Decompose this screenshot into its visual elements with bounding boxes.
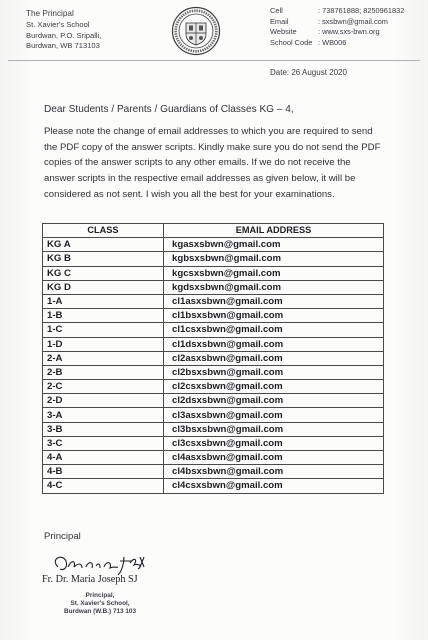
table-row xyxy=(43,422,384,436)
class-cell: 4-B xyxy=(43,465,164,479)
contact-key: Cell xyxy=(270,6,283,15)
class-cell: 1-B xyxy=(43,309,164,323)
column-header-email: EMAIL ADDRESS xyxy=(164,224,384,238)
stamp-line: Principal, xyxy=(85,592,115,599)
email-cell: cl1asxsbwn@gmail.com xyxy=(164,294,384,308)
contact-value: : www.sxs-bwn.org xyxy=(318,27,380,36)
contact-row xyxy=(270,17,404,28)
email-cell: cl4csxsbwn@gmail.com xyxy=(164,479,384,493)
class-email-table xyxy=(42,223,384,494)
school-seal-icon xyxy=(171,6,221,56)
contact-block xyxy=(270,6,404,48)
email-cell: cl1dsxsbwn@gmail.com xyxy=(164,337,384,351)
contact-value: : sxsbwn@gmail.com xyxy=(318,16,388,26)
stamp-line: St. Xavier's School, xyxy=(70,600,130,607)
class-cell: 1-D xyxy=(43,337,164,351)
contact-row xyxy=(270,38,404,49)
email-cell: cl2bsxsbwn@gmail.com xyxy=(164,365,384,379)
column-header-class: CLASS xyxy=(43,224,164,238)
class-cell: 1-C xyxy=(43,323,164,337)
contact-key: Email xyxy=(270,16,289,26)
class-cell: KG A xyxy=(43,238,164,252)
class-cell: 2-D xyxy=(43,394,164,408)
table-row xyxy=(43,408,384,422)
email-cell: kgbsxsbwn@gmail.com xyxy=(164,252,384,266)
table-row xyxy=(43,294,384,308)
class-cell: 2-A xyxy=(43,351,164,365)
class-cell: 3-B xyxy=(43,422,164,436)
contact-value: : WB006 xyxy=(318,37,347,47)
contact-key: School Code xyxy=(270,37,313,47)
class-cell: KG B xyxy=(43,252,164,266)
class-cell: 2-B xyxy=(43,365,164,379)
table-row xyxy=(43,280,384,294)
email-cell: cl3bsxsbwn@gmail.com xyxy=(164,422,384,436)
table-row xyxy=(43,451,384,465)
table-row xyxy=(43,309,384,323)
signoff-title: Principal xyxy=(44,531,81,542)
class-cell: KG C xyxy=(43,266,164,280)
class-cell: 4-C xyxy=(43,479,164,493)
signatory-name: Fr. Dr. Maria Joseph SJ xyxy=(42,574,138,585)
email-cell: cl4bsxsbwn@gmail.com xyxy=(164,465,384,479)
table-row xyxy=(43,252,384,266)
table-row xyxy=(43,365,384,379)
table-row xyxy=(43,465,384,479)
table-row xyxy=(43,394,384,408)
class-cell: KG D xyxy=(43,280,164,294)
email-cell: cl2asxsbwn@gmail.com xyxy=(164,351,384,365)
header-divider xyxy=(8,60,420,61)
stamp-line: Burdwan (W.B.) 713 103 xyxy=(63,608,137,615)
email-cell: kgcsxsbwn@gmail.com xyxy=(164,266,384,280)
sender-line: Burdwan, WB 713103 xyxy=(26,41,100,51)
email-cell: cl1bsxsbwn@gmail.com xyxy=(164,309,384,323)
table-row xyxy=(43,323,384,337)
contact-row xyxy=(270,6,404,17)
table-row xyxy=(43,380,384,394)
table-row xyxy=(43,436,384,450)
email-cell: kgasxsbwn@gmail.com xyxy=(164,238,384,252)
table-row xyxy=(43,479,384,493)
email-cell: cl3asxsbwn@gmail.com xyxy=(164,408,384,422)
sender-line: The Principal xyxy=(26,9,74,18)
sender-address xyxy=(26,9,101,52)
letter-body: Please note the change of email addresses to which you are required to send the PDF copy of the answer scripts. Kindly make sure you do not send the PDF copies of the answer scripts to any other emails. If we do not receive the answer scripts in the respective email addresses as given below, it will be considered as not sent. I wish you all the best for your examinations. xyxy=(44,126,381,200)
class-cell: 2-C xyxy=(43,380,164,394)
salutation: Dear Students / Parents / Guardians of Classes KG – 4, xyxy=(44,104,294,115)
table-row xyxy=(43,266,384,280)
contact-value: : 738761888; 8250961832 xyxy=(318,6,405,15)
sender-line: St. Xavier's School xyxy=(26,19,90,29)
email-cell: cl2csxsbwn@gmail.com xyxy=(164,380,384,394)
email-cell: cl2dsxsbwn@gmail.com xyxy=(164,394,384,408)
table-row xyxy=(43,337,384,351)
email-cell: kgdsxsbwn@gmail.com xyxy=(164,280,384,294)
contact-row xyxy=(270,27,404,38)
letter-date: Date: 26 August 2020 xyxy=(270,68,347,77)
email-cell: cl1csxsbwn@gmail.com xyxy=(164,323,384,337)
table-row xyxy=(43,238,384,252)
email-cell: cl4asxsbwn@gmail.com xyxy=(164,451,384,465)
sender-line: Burdwan, P.O. Sripalli, xyxy=(26,30,102,40)
class-cell: 1-A xyxy=(43,294,164,308)
table-header-row xyxy=(43,224,384,238)
table-row xyxy=(43,351,384,365)
principal-stamp xyxy=(54,592,146,616)
class-cell: 3-C xyxy=(43,436,164,450)
class-cell: 3-A xyxy=(43,408,164,422)
class-cell: 4-A xyxy=(43,451,164,465)
email-cell: cl3csxsbwn@gmail.com xyxy=(164,436,384,450)
contact-key: Website xyxy=(270,27,297,36)
